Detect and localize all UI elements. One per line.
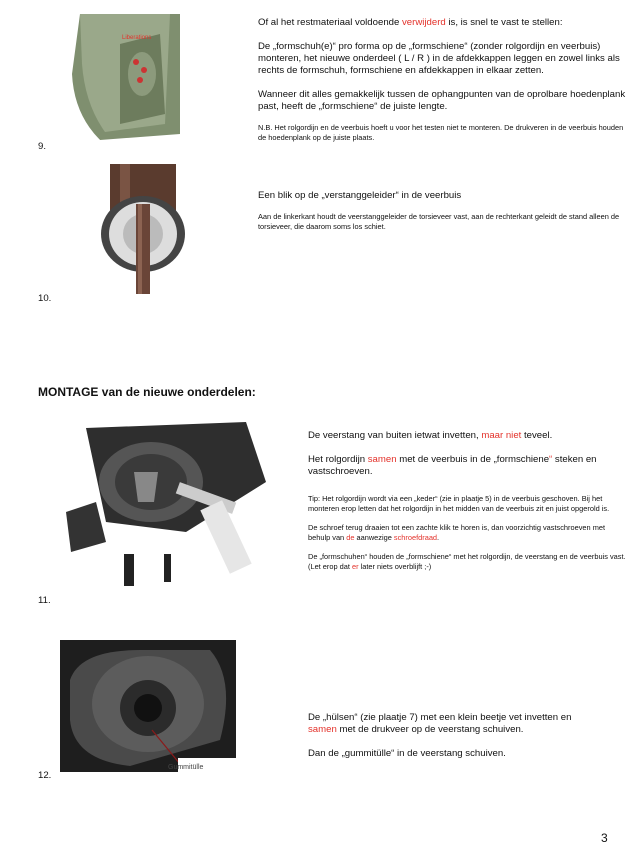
step11-p1-before: De veerstang van buiten ietwat invetten,	[308, 430, 482, 441]
step11-p4-red1: de	[346, 532, 355, 542]
step9-photo-label: Liberations	[122, 35, 152, 41]
step11-photo-drawing	[66, 422, 266, 598]
step11-p2-red1: samen	[367, 454, 397, 465]
step11-p1-red: maar niet	[481, 430, 522, 441]
step12-p1b-after: met de drukveer op de veerstang schuiven.	[336, 724, 524, 735]
step12-paragraph-2: Dan de „gummitülle“ in de veerstang schuiven.	[308, 748, 506, 759]
step11-p5-after: later niets overblijft ;-)	[358, 561, 432, 571]
section-title: MONTAGE van de nieuwe onderdelen:	[38, 385, 256, 399]
step12-p1b-red: samen	[308, 724, 337, 735]
step10-photo	[92, 164, 196, 294]
step9-number: 9.	[38, 141, 47, 152]
step11-p4-after: .	[437, 532, 440, 542]
step11-tip: Tip: Het rolgordijn wordt via een „keder“ (zie in plaatje 5) in de veerbuis geschoven. Bij het monteren erop letten dat het rolgordijn in het midden van de veerbuis zit en juist opgerold is.	[308, 494, 610, 513]
step12-paragraph-1b	[308, 724, 628, 736]
step9-text-block	[258, 17, 633, 142]
step12-text-block	[308, 712, 628, 760]
step11-p4-mid: aanwezige	[354, 532, 394, 542]
step10-heading: Een blik op de „verstanggeleider“ in de veerbuis	[258, 190, 462, 201]
step9-p1-after: is, is snel te vast te stellen:	[445, 17, 563, 28]
step12-paragraph-1: De „hülsen“ (zie plaatje 7) met een klein beetje vet invetten en	[308, 712, 572, 723]
step11-p2-after: steken en vastschroeven.	[308, 454, 597, 477]
step11-paragraph-1	[308, 430, 628, 442]
step11-paragraph-2	[308, 454, 628, 478]
step11-p5-before: De „formschuhen“ houden de „formschiene“ met het rolgordijn, de veerstang en de veerbuis vast. (Let erop dat	[308, 552, 626, 571]
step11-number: 11.	[38, 595, 51, 606]
step11-photo	[66, 422, 266, 598]
step11-p2-red2: “	[549, 454, 553, 465]
step9-p1-red: verwijderd	[402, 17, 446, 28]
step9-paragraph-1	[258, 17, 633, 29]
step10-body: Aan de linkerkant houdt de veerstanggeleider de torsieveer vast, aan de rechterkant geleidt de stand alleen de torsieveer, die daarom soms los schiet.	[258, 212, 620, 231]
step11-paragraph-5	[308, 552, 628, 571]
step11-p5-red: er	[351, 561, 359, 571]
step11-text-block	[308, 430, 628, 572]
step10-photo-drawing	[92, 164, 196, 294]
step11-p4-red2: schroefdraad	[393, 532, 438, 542]
step11-p1-after: teveel.	[521, 430, 553, 441]
step12-photo-drawing	[60, 640, 236, 772]
step9-note: N.B. Het rolgordijn en de veerbuis hoeft u voor het testen niet te monteren. De drukveren in de veerbuis houden de hoedenplank op de juiste plaats.	[258, 123, 624, 142]
step11-p2-before: Het rolgordijn	[308, 454, 368, 465]
step9-paragraph-2: De „formschuh(e)“ pro forma op de „formschiene“ (zonder rolgordijn en veerbuis) monteren, het nieuwe onderdeel ( L / R ) in de afdekkappen leggen en zowel links als rechts de formschuh, formschiene en afdekkappen in elkaar zetten.	[258, 41, 620, 76]
step11-paragraph-4	[308, 523, 628, 542]
step10-number: 10.	[38, 293, 52, 304]
step9-paragraph-3: Wanneer dit alles gemakkelijk tussen de ophangpunten van de oprolbare hoedenplank past, heeft de „formschiene“ de juiste lengte.	[258, 89, 626, 112]
step12-number: 12.	[38, 770, 52, 781]
step11-p4-before: De schroef terug draaien tot een zachte klik te horen is, dan voorzichtig vastschroeven met behulp van	[308, 523, 606, 542]
step9-p1-before: Of al het restmateriaal voldoende	[258, 17, 402, 28]
step11-p2-mid: met de veerbuis in de „formschiene	[396, 454, 550, 465]
page-number: 3	[601, 831, 608, 845]
step9-photo	[60, 14, 180, 140]
step12-photo	[60, 640, 236, 772]
step12-photo-label: Gummitülle	[168, 764, 204, 771]
step10-text-block	[258, 190, 633, 231]
step9-photo-drawing	[60, 14, 180, 140]
